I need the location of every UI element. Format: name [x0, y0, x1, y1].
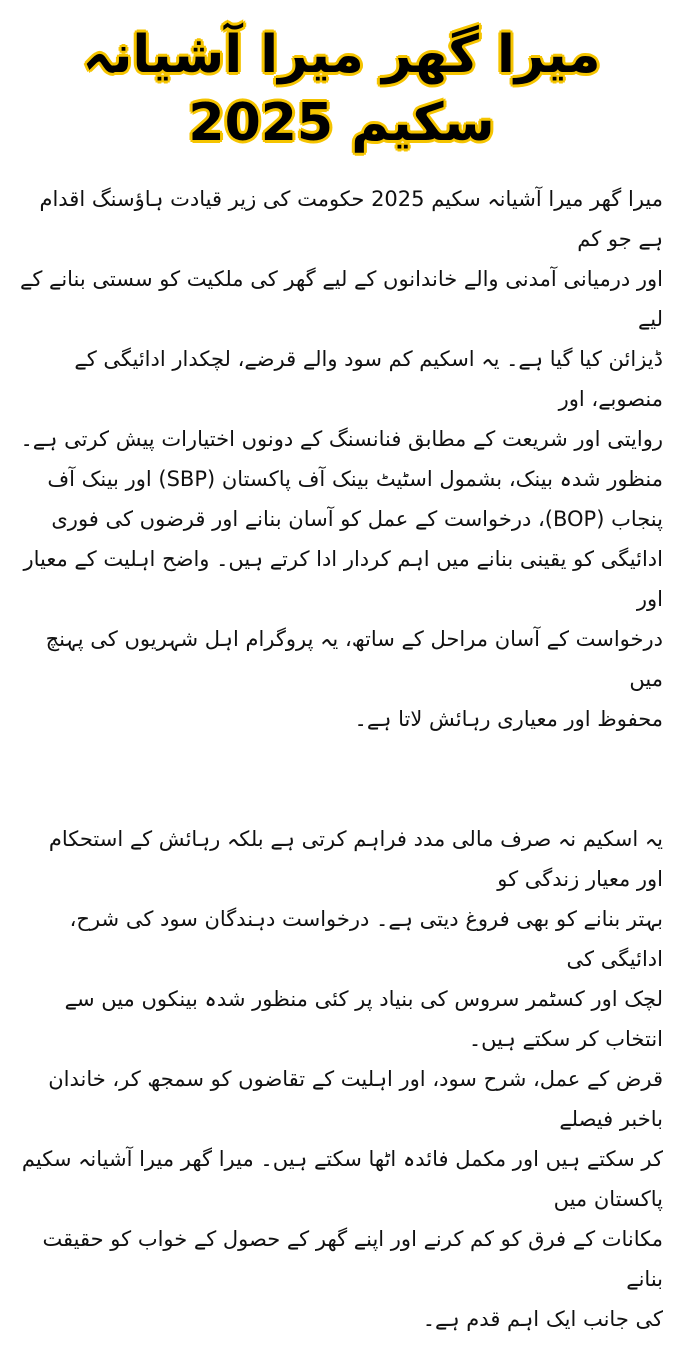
text-line: اور درمیانی آمدنی والے خاندانوں کے لیے گھر کی ملکیت کو سستی بنانے کے لیے [20, 267, 663, 332]
text-line: ادائیگی کو یقینی بنانے میں اہم کردار ادا کرتے ہیں۔ واضح اہلیت کے معیار اور [23, 547, 663, 612]
text-line: کر سکتے ہیں اور مکمل فائدہ اٹھا سکتے ہیں۔ میرا گھر میرا آشیانہ سکیم پاکستان میں [21, 1147, 663, 1212]
text-line: روایتی اور شریعت کے مطابق فنانسنگ کے دونوں اختیارات پیش کرتی ہے۔ [20, 427, 663, 452]
text-line: کی جانب ایک اہم قدم ہے۔ [422, 1307, 663, 1332]
text-line: میرا گھر میرا آشیانہ سکیم 2025 حکومت کی زیر قیادت ہاؤسنگ اقدام ہے جو کم [39, 187, 663, 252]
page-title: میرا گھر میرا آشیانہ سکیم 2025 [82, 25, 601, 153]
text-line: ڈیزائن کیا گیا ہے۔ یہ اسکیم کم سود والے قرضے، لچکدار ادائیگی کے منصوبے، اور [74, 347, 663, 412]
paragraph-benefits [20, 819, 663, 1339]
paragraph-intro [20, 179, 663, 739]
text-line: بہتر بنانے کو بھی فروغ دیتی ہے۔ درخواست دہندگان سود کی شرح، ادائیگی کی [69, 907, 663, 972]
text-line: قرض کے عمل، شرح سود، اور اہلیت کے تقاضوں کو سمجھ کر، خاندان باخبر فیصلے [48, 1067, 663, 1132]
text-line: محفوظ اور معیاری رہائش لاتا ہے۔ [354, 707, 663, 732]
text-line: لچک اور کسٹمر سروس کی بنیاد پر کئی منظور شدہ بینکوں میں سے انتخاب کر سکتے ہیں۔ [64, 987, 663, 1052]
text-line: پنجاب (BOP)، درخواست کے عمل کو آسان بنانے اور قرضوں کی فوری [51, 507, 663, 532]
text-line: یہ اسکیم نہ صرف مالی مدد فراہم کرتی ہے بلکہ رہائش کے استحکام اور معیار زندگی کو [48, 827, 663, 892]
text-line: منظور شدہ بینک، بشمول اسٹیٹ بینک آف پاکستان (SBP) اور بینک آف [47, 467, 663, 492]
text-line: درخواست کے آسان مراحل کے ساتھ، یہ پروگرام اہل شہریوں کی پہنچ میں [45, 627, 663, 692]
text-line: مکانات کے فرق کو کم کرنے اور اپنے گھر کے حصول کے خواب کو حقیقت بنانے [42, 1227, 663, 1292]
